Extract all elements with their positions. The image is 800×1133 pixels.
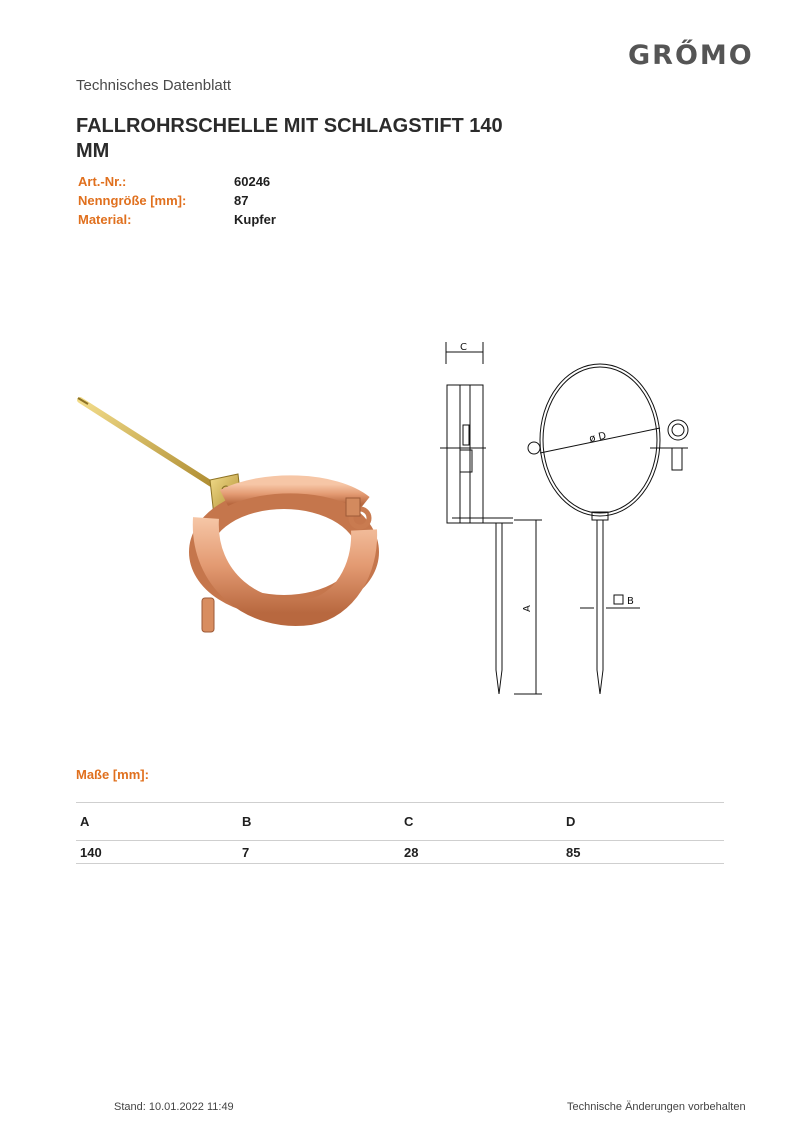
property-value: 60246 bbox=[234, 174, 271, 189]
table-cell: 85 bbox=[566, 844, 581, 860]
table-cell: 28 bbox=[404, 844, 419, 860]
dim-label-d: ø D bbox=[588, 430, 608, 445]
property-row bbox=[78, 174, 276, 193]
dim-label-c: C bbox=[460, 342, 467, 353]
product-properties bbox=[78, 174, 276, 231]
column-header: A bbox=[80, 814, 90, 829]
table-cell: 140 bbox=[80, 844, 102, 860]
property-label: Material: bbox=[78, 212, 132, 227]
dimensions-heading: Maße [mm]: bbox=[76, 767, 149, 782]
dim-label-b: B bbox=[627, 596, 634, 607]
product-photo bbox=[74, 380, 384, 650]
column-header: B bbox=[242, 814, 252, 829]
document-type: Technisches Datenblatt bbox=[76, 77, 232, 94]
column-header: C bbox=[404, 814, 414, 829]
technical-drawing bbox=[430, 330, 720, 710]
brand-logo: GRŐMO bbox=[628, 40, 754, 71]
property-row bbox=[78, 193, 276, 212]
property-value: Kupfer bbox=[234, 212, 276, 227]
table-header-row bbox=[76, 803, 724, 841]
column-header: D bbox=[566, 814, 576, 829]
dimensions-table bbox=[76, 802, 724, 864]
footer-note: Technische Änderungen vorbehalten bbox=[567, 1101, 746, 1113]
table-row bbox=[76, 841, 724, 864]
property-label: Art.-Nr.: bbox=[78, 174, 127, 189]
property-row bbox=[78, 212, 276, 231]
table-cell: 7 bbox=[242, 844, 250, 860]
dim-label-a: A bbox=[522, 605, 533, 612]
footer-date: Stand: 10.01.2022 11:49 bbox=[114, 1101, 234, 1113]
property-label: Nenngröße [mm]: bbox=[78, 193, 187, 208]
product-title: FALLROHRSCHELLE MIT SCHLAGSTIFT 140 MM bbox=[76, 115, 503, 162]
property-value: 87 bbox=[234, 193, 249, 208]
